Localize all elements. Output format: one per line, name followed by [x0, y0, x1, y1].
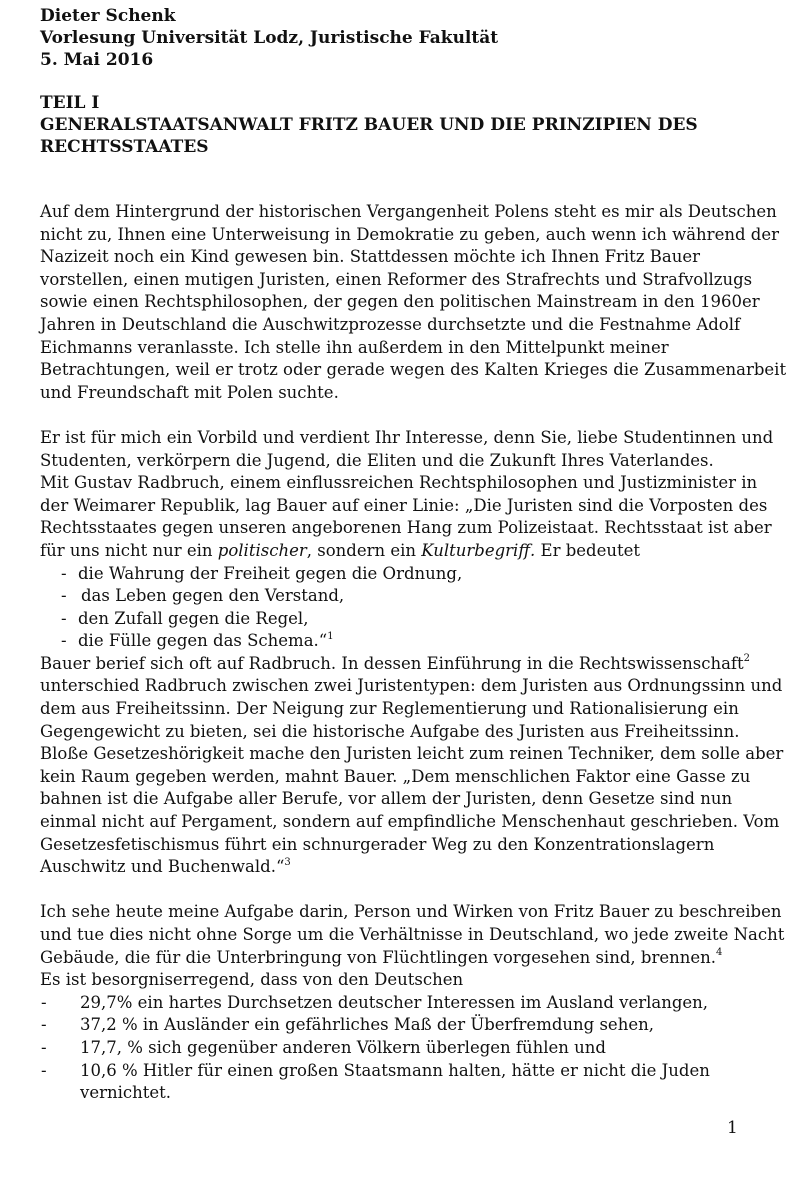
text-line	[40, 540, 770, 563]
emphasis-kulturbegriff: Kulturbegriff.	[421, 540, 536, 560]
paragraph-4	[40, 901, 785, 991]
text-line	[40, 856, 770, 879]
part-title-line: RECHTSSTAATES	[40, 137, 209, 157]
text-line: Eichmanns veranlasste. Ich stelle ihn außerdem in den Mittelpunkt meiner	[40, 337, 669, 357]
text-line: nicht zu, Ihnen eine Unterweisung in Demokratie zu geben, auch wenn ich während der	[40, 224, 779, 244]
list-item	[40, 1060, 770, 1083]
text-line: Betrachtungen, weil er trotz oder gerade wegen des Kalten Krieges die Zusammenarbeit	[40, 360, 787, 380]
list-item-text: den Zufall gegen die Regel,	[78, 608, 309, 628]
text-line: Ich sehe heute meine Aufgabe darin, Person und Wirken von Fritz Bauer zu beschreiben	[40, 902, 782, 922]
list-item-text: 10,6 % Hitler für einen großen Staatsmann halten, hätte er nicht die Juden	[80, 1060, 710, 1080]
text-span: für uns nicht nur ein	[40, 540, 218, 560]
list-dash: -	[41, 1037, 47, 1057]
list-item-text: 37,2 % in Ausländer ein gefährliches Maß der Überfremdung sehen,	[80, 1015, 654, 1035]
footnote-ref-2: 2	[743, 653, 751, 665]
bullet-list-1	[40, 563, 770, 653]
text-span: Er bedeutet	[535, 540, 641, 560]
text-line: Er ist für mich ein Vorbild und verdient Ihr Interesse, denn Sie, liebe Studentinnen und	[40, 427, 774, 447]
paragraph-gap	[40, 879, 770, 902]
list-item-text-wrap	[78, 630, 334, 653]
page-number: 1	[727, 1118, 738, 1138]
list-item	[40, 1014, 770, 1037]
document-header	[40, 5, 498, 71]
text-line: Studenten, verkörpern die Jugend, die Eliten und die Zukunft Ihres Vaterlandes.	[40, 450, 714, 470]
text-line	[40, 947, 770, 970]
lecture-info: Vorlesung Universität Lodz, Juristische Fakultät	[40, 28, 499, 48]
list-item-text: 17,7, % sich gegenüber anderen Völkern überlegen fühlen und	[80, 1037, 606, 1057]
list-dash: -	[41, 992, 47, 1012]
emphasis-politischer: politischer	[217, 540, 307, 560]
footnote-ref-3: 3	[284, 856, 291, 868]
text-line: Es ist besorgniserregend, dass von den Deutschen	[40, 970, 464, 990]
text-span: Gebäude, die für die Unterbringung von Flüchtlingen vorgesehen sind, brennen.	[40, 947, 716, 967]
list-dash: -	[41, 1060, 47, 1080]
part-heading	[40, 92, 698, 158]
text-line: kein Raum gegeben werden, mahnt Bauer. „Dem menschlichen Faktor eine Gasse zu	[40, 766, 751, 786]
list-item	[40, 585, 770, 608]
text-line: dem aus Freiheitssinn. Der Neigung zur Reglementierung und Rationalisierung ein	[40, 699, 739, 719]
text-line: Gegengewicht zu bieten, sei die historische Aufgabe des Juristen aus Freiheitssinn.	[40, 721, 740, 741]
text-line: vorstellen, einen mutigen Juristen, einen Reformer des Strafrechts und Strafvollzugs	[40, 269, 753, 289]
text-span: , sondern ein	[306, 540, 422, 560]
text-line: Mit Gustav Radbruch, einem einflussreichen Rechtsphilosophen und Justizminister in	[40, 473, 758, 493]
footnote-ref-4: 4	[716, 947, 723, 959]
list-dash: -	[61, 563, 67, 583]
text-line: Auf dem Hintergrund der historischen Vergangenheit Polens steht es mir als Deutschen	[40, 202, 777, 221]
list-item-text: das Leben gegen den Verstand,	[81, 586, 345, 606]
list-item-text: 29,7% ein hartes Durchsetzen deutscher Interessen im Ausland verlangen,	[80, 992, 709, 1012]
list-item-text: die Fülle gegen das Schema.“	[78, 631, 328, 651]
text-line: Rechtsstaates gegen unseren angeborenen Hang zum Polizeistaat. Rechtsstaat ist aber	[40, 518, 772, 538]
list-dash: -	[41, 1015, 47, 1035]
author-name: Dieter Schenk	[40, 6, 176, 26]
paragraph-3	[40, 653, 784, 879]
part-label: TEIL I	[40, 93, 100, 113]
text-line: und Freundschaft mit Polen suchte.	[40, 382, 339, 402]
text-line: Bloße Gesetzeshörigkeit mache den Juristen leicht zum reinen Techniker, dem solle aber	[40, 744, 784, 764]
paragraph-1	[40, 201, 787, 404]
part-title-line: GENERALSTAATSANWALT FRITZ BAUER UND DIE PRINZIPIEN DES	[40, 115, 698, 135]
list-dash: -	[61, 608, 67, 628]
list-item	[40, 608, 770, 631]
list-dash: -	[61, 586, 67, 606]
text-line: der Weimarer Republik, lag Bauer auf einer Linie: „Die Juristen sind die Vorposten des	[40, 495, 768, 515]
document-body	[40, 201, 787, 1105]
text-line: und tue dies nicht ohne Sorge um die Verhältnisse in Deutschland, wo jede zweite Nacht	[40, 925, 785, 944]
text-line: einmal nicht auf Pergament, sondern auf empfindliche Menschenhaut geschrieben. Vom	[40, 812, 780, 832]
text-line	[40, 653, 770, 676]
list-item-continuation: vernichtet.	[80, 1083, 172, 1103]
lecture-date: 5. Mai 2016	[40, 50, 154, 70]
text-line: bahnen ist die Aufgabe aller Berufe, vor allem der Juristen, denn Gesetze sind nun	[40, 789, 733, 809]
text-line: sowie einen Rechtsphilosophen, der gegen den politischen Mainstream in den 1960er	[40, 292, 760, 312]
list-item-text: die Wahrung der Freiheit gegen die Ordnung,	[78, 563, 463, 583]
list-item	[40, 1037, 770, 1060]
text-line: Nazizeit noch ein Kind gewesen bin. Stattdessen möchte ich Ihnen Fritz Bauer	[40, 247, 700, 267]
list-item	[40, 630, 770, 653]
paragraph-2	[40, 427, 774, 563]
text-line: Gesetzesfetischismus führt ein schnurgerader Weg zu den Konzentrationslagern	[40, 834, 715, 854]
text-span: Auschwitz und Buchenwald.“	[40, 857, 285, 877]
footnote-ref-1: 1	[327, 630, 334, 642]
text-line: Jahren in Deutschland die Auschwitzprozesse durchsetzte und die Festnahme Adolf	[40, 314, 741, 334]
list-item	[40, 992, 770, 1015]
list-item	[40, 563, 770, 586]
text-span: Bauer berief sich oft auf Radbruch. In dessen Einführung in die Rechtswissenschaft	[40, 653, 744, 673]
list-dash: -	[61, 631, 67, 651]
text-line: unterschied Radbruch zwischen zwei Juristentypen: dem Juristen aus Ordnungssinn und	[40, 676, 783, 696]
bullet-list-2	[40, 992, 770, 1105]
paragraph-gap	[40, 404, 770, 427]
